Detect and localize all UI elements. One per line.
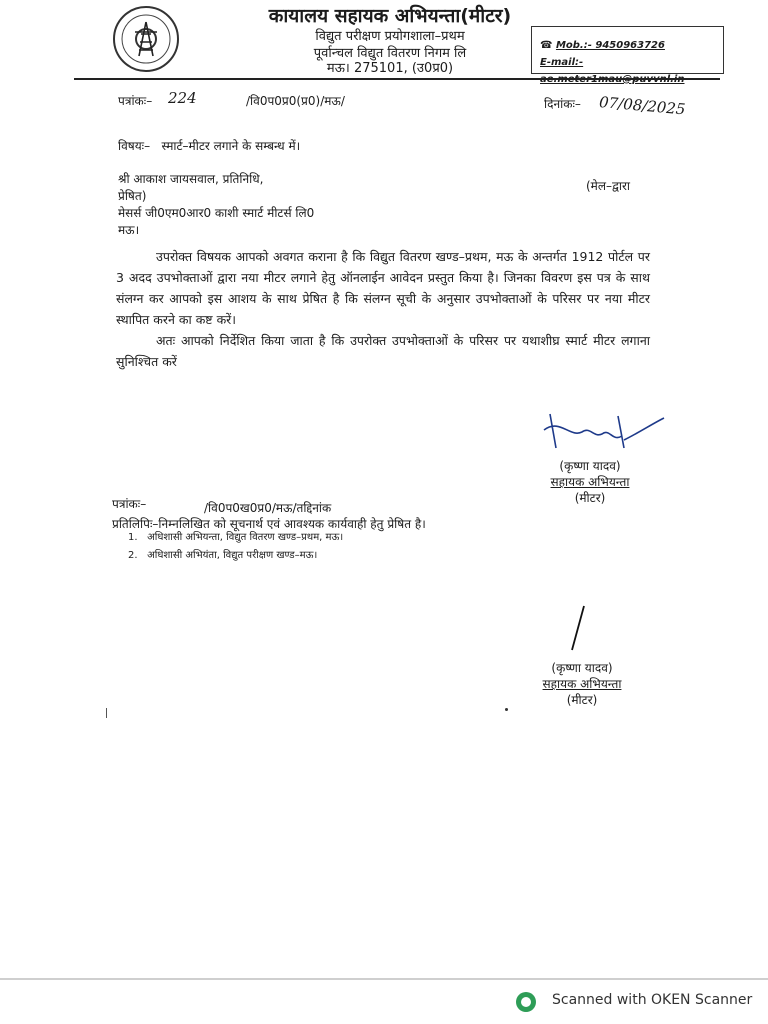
addressee-company: मेसर्स जी0एम0आर0 काशी स्मार्ट मीटर्स लि0 xyxy=(118,206,315,220)
copy-ref-label: पत्रांकः– xyxy=(112,497,147,511)
lab-name: विद्युत परीक्षण प्रयोगशाला–प्रथम xyxy=(315,29,465,44)
office-name: कायालय सहायक अभियन्ता(मीटर) xyxy=(268,5,512,27)
signature-block-2 xyxy=(512,660,652,708)
company-seal xyxy=(113,6,179,72)
body-paragraph-2: अतः आपको निर्देशित किया जाता है कि उपरोक्त उपभोक्ताओं के परिसर पर यथाशीघ्र स्मार्ट मीटर लगाना सुनिश्चित करें xyxy=(116,333,650,369)
copy-intro: प्रतिलिपिः–निम्नलिखित को सूचनार्थ एवं आवश्यक कार्यवाही हेतु प्रेषित है। xyxy=(112,517,426,531)
date-label: दिनांकः– xyxy=(544,97,581,111)
subject-line: विषयः– स्मार्ट–मीटर लगाने के सम्बन्ध में। xyxy=(118,139,301,153)
addressee-city: मऊ। xyxy=(118,223,140,237)
body-paragraph-1: उपरोक्त विषयक आपको अवगत कराना है कि विद्युत वितरण खण्ड–प्रथम, मऊ के अन्तर्गत 1912 पोर्टल पर 3 अदद उपभोक्ताओं द्वारा नया मीटर लगाने हेतु ऑनलाईन आवेदन प्रस्तुत किया है। जिनका विवरण इस पत्र के साथ संलग्न कर आपको इस आशय के साथ प्रेषित है कि संलग्न सूची के अनुसार उपभोक्ताओं के परिसर पर नया मीटर स्थापित करने का कष्ट करें। xyxy=(116,249,650,327)
delivery-mode: (मेल–द्वारा xyxy=(586,179,631,193)
ref-label: पत्रांकः– xyxy=(118,94,153,108)
addressee-name: श्री आकाश जायसवाल, प्रतिनिधि, xyxy=(118,172,264,186)
addressee-sent: प्रेषित) xyxy=(118,189,147,203)
office-address: मऊ। 275101, (उ0प्र0) xyxy=(326,61,454,76)
email-address: E-mail:- xyxy=(540,57,584,68)
scan-dot xyxy=(505,708,508,711)
signature-2-icon xyxy=(566,604,590,652)
header-divider xyxy=(74,78,720,80)
contact-box xyxy=(531,26,724,74)
signature-block-1 xyxy=(520,458,660,506)
list-item: 1. अधिशासी अभियन्ता, विद्युत वितरण खण्ड–प्रथम, मऊ। xyxy=(128,532,344,543)
mobile-number: Mob.:- 9450963726 xyxy=(555,40,665,51)
signatory-title: सहायक अभियन्ता xyxy=(550,475,630,489)
scanner-text: Scanned with OKEN Scanner xyxy=(552,992,753,1008)
copy-list xyxy=(128,529,343,565)
signature-1-icon xyxy=(540,408,670,456)
letter-date: 07/08/2025 xyxy=(598,93,687,119)
phone-icon: ☎ xyxy=(540,40,553,51)
signatory-name: (कृष्णा यादव) xyxy=(559,459,621,473)
signatory-dept: (मीटर) xyxy=(574,491,606,505)
signatory-title: सहायक अभियन्ता xyxy=(542,677,622,691)
copy-ref-path: /वि0प0ख0प्र0/मऊ/तद्दिनांक xyxy=(204,501,332,515)
tower-logo-icon xyxy=(115,8,177,70)
scanner-logo-icon xyxy=(516,992,536,1012)
signatory-dept: (मीटर) xyxy=(566,693,598,707)
company-name: पूर्वान्चल विद्युत वितरण निगम लि xyxy=(313,46,467,61)
page-edge xyxy=(0,978,768,980)
ref-path: /वि0प0प्र0(प्र0)/मऊ/ xyxy=(246,94,345,108)
scan-mark xyxy=(106,708,107,718)
signatory-name: (कृष्णा यादव) xyxy=(551,661,613,675)
ref-number: 224 xyxy=(168,89,197,107)
list-item: 2. अधिशासी अभियंता, विद्युत परीक्षण खण्ड–मऊ। xyxy=(128,550,318,561)
scanner-watermark xyxy=(516,990,766,1014)
